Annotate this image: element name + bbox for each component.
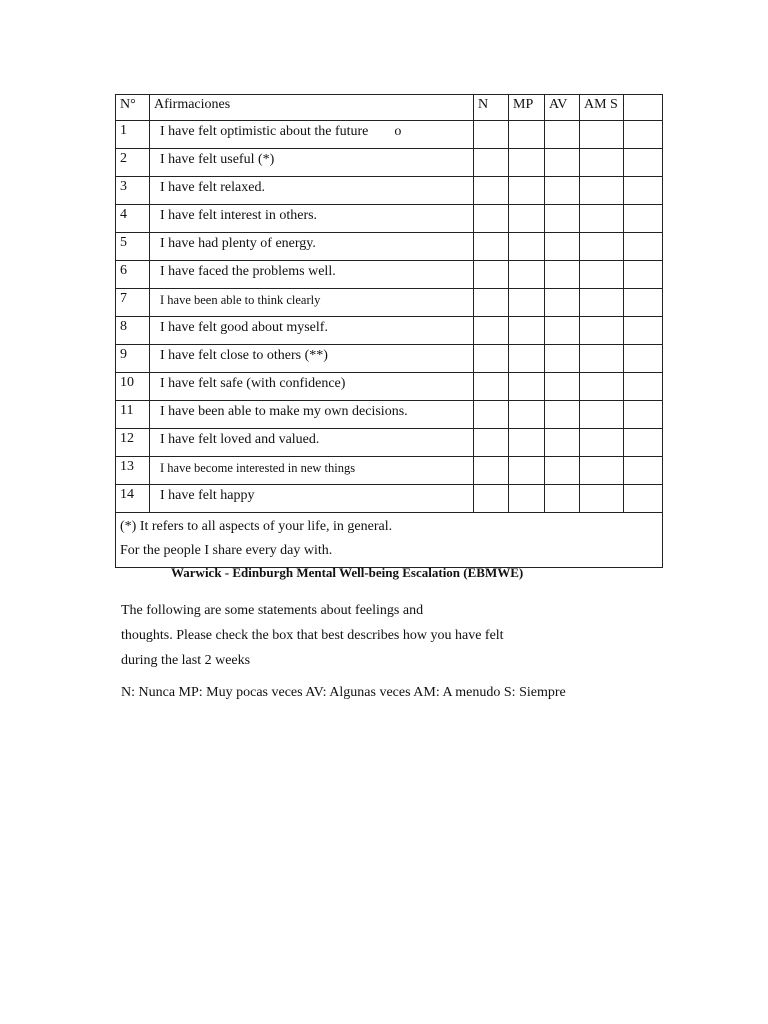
table-row (116, 373, 663, 401)
answer-box-n[interactable] (474, 149, 509, 177)
header-av: AV (545, 95, 580, 121)
table-row (116, 345, 663, 373)
footnote-cell (116, 513, 663, 568)
row-statement: I have been able to think clearly (150, 289, 474, 317)
answer-box-av[interactable] (545, 205, 580, 233)
answer-box-s[interactable] (624, 205, 663, 233)
answer-box-mp[interactable] (509, 345, 545, 373)
row-number: 7 (116, 289, 150, 317)
answer-box-mp[interactable] (509, 317, 545, 345)
row-number: 5 (116, 233, 150, 261)
answer-box-am[interactable] (580, 457, 624, 485)
answer-box-am[interactable] (580, 177, 624, 205)
footnote-line-2: For the people I share every day with. (120, 543, 333, 558)
answer-box-s[interactable] (624, 345, 663, 373)
answer-box-av[interactable] (545, 457, 580, 485)
answer-box-am[interactable] (580, 205, 624, 233)
row-number: 1 (116, 121, 150, 149)
answer-box-mp[interactable] (509, 261, 545, 289)
instructions-line-2: thoughts. Please check the box that best describes how you have felt (121, 628, 504, 643)
answer-box-am[interactable] (580, 485, 624, 513)
answer-box-av[interactable] (545, 401, 580, 429)
instructions (121, 598, 504, 673)
answer-box-am[interactable] (580, 121, 624, 149)
answer-box-av[interactable] (545, 485, 580, 513)
row-statement: I have felt good about myself. (150, 317, 474, 345)
answer-box-mp[interactable] (509, 373, 545, 401)
answer-box-s[interactable] (624, 177, 663, 205)
answer-box-n[interactable] (474, 457, 509, 485)
table-row (116, 205, 663, 233)
answer-box-av[interactable] (545, 177, 580, 205)
answer-box-n[interactable] (474, 289, 509, 317)
answer-box-av[interactable] (545, 121, 580, 149)
answer-box-s[interactable] (624, 121, 663, 149)
row-statement: I have felt close to others (**) (150, 345, 474, 373)
table-row (116, 149, 663, 177)
answer-box-am[interactable] (580, 317, 624, 345)
row-number: 4 (116, 205, 150, 233)
row-number: 6 (116, 261, 150, 289)
header-statements: Afirmaciones (150, 95, 474, 121)
answer-box-s[interactable] (624, 373, 663, 401)
header-n: N (474, 95, 509, 121)
answer-box-mp[interactable] (509, 485, 545, 513)
answer-box-av[interactable] (545, 373, 580, 401)
table-row (116, 177, 663, 205)
answer-box-n[interactable] (474, 429, 509, 457)
answer-box-av[interactable] (545, 149, 580, 177)
answer-box-n[interactable] (474, 345, 509, 373)
table-row (116, 317, 663, 345)
answer-box-am[interactable] (580, 149, 624, 177)
answer-box-n[interactable] (474, 261, 509, 289)
row-statement: I have felt interest in others. (150, 205, 474, 233)
table-row (116, 401, 663, 429)
answer-box-s[interactable] (624, 457, 663, 485)
answer-box-mp[interactable] (509, 149, 545, 177)
table-row (116, 121, 663, 149)
answer-box-av[interactable] (545, 289, 580, 317)
row-statement: I have felt useful (*) (150, 149, 474, 177)
row-number: 2 (116, 149, 150, 177)
header-number: N° (116, 95, 150, 121)
footnote-row (116, 513, 663, 568)
row-statement: I have been able to make my own decisions. (150, 401, 474, 429)
row-statement: I have felt loved and valued. (150, 429, 474, 457)
answer-box-n[interactable] (474, 121, 509, 149)
answer-box-mp[interactable] (509, 401, 545, 429)
answer-box-av[interactable] (545, 345, 580, 373)
answer-box-am[interactable] (580, 401, 624, 429)
answer-box-n[interactable] (474, 373, 509, 401)
row-number: 14 (116, 485, 150, 513)
answer-box-mp[interactable] (509, 457, 545, 485)
answer-box-n[interactable] (474, 205, 509, 233)
row-statement (150, 121, 474, 149)
answer-box-mp[interactable] (509, 121, 545, 149)
answer-box-am[interactable] (580, 345, 624, 373)
row-statement: I have faced the problems well. (150, 261, 474, 289)
answer-box-am[interactable] (580, 261, 624, 289)
row-statement: I have become interested in new things (150, 457, 474, 485)
instructions-line-1: The following are some statements about feelings and (121, 603, 424, 618)
statement-text: I have felt optimistic about the future (160, 124, 369, 139)
answer-box-mp[interactable] (509, 233, 545, 261)
answer-box-mp[interactable] (509, 289, 545, 317)
answer-box-s[interactable] (624, 485, 663, 513)
answer-box-av[interactable] (545, 233, 580, 261)
header-am-s: AM S (580, 95, 624, 121)
answer-box-s[interactable] (624, 429, 663, 457)
header-mp: MP (509, 95, 545, 121)
answer-box-n[interactable] (474, 485, 509, 513)
answer-box-s[interactable] (624, 289, 663, 317)
answer-box-mp[interactable] (509, 429, 545, 457)
table-row (116, 233, 663, 261)
table-row (116, 289, 663, 317)
answer-box-s[interactable] (624, 261, 663, 289)
answer-box-s[interactable] (624, 401, 663, 429)
row-number: 3 (116, 177, 150, 205)
answer-box-n[interactable] (474, 177, 509, 205)
table-row (116, 485, 663, 513)
answer-box-av[interactable] (545, 429, 580, 457)
row-number: 9 (116, 345, 150, 373)
response-legend: N: Nunca MP: Muy pocas veces AV: Algunas veces AM: A menudo S: Siempre (121, 685, 566, 700)
answer-box-n[interactable] (474, 233, 509, 261)
row-number: 12 (116, 429, 150, 457)
answer-box-am[interactable] (580, 373, 624, 401)
answer-box-n[interactable] (474, 317, 509, 345)
header-extra (624, 95, 663, 121)
answer-box-s[interactable] (624, 233, 663, 261)
answer-box-am[interactable] (580, 429, 624, 457)
row-statement: I have had plenty of energy. (150, 233, 474, 261)
row-number: 13 (116, 457, 150, 485)
answer-box-n[interactable] (474, 401, 509, 429)
answer-box-s[interactable] (624, 317, 663, 345)
row-statement: I have felt safe (with confidence) (150, 373, 474, 401)
wellbeing-survey-table (115, 94, 663, 568)
row-number: 10 (116, 373, 150, 401)
footnote-line-1: (*) It refers to all aspects of your life, in general. (120, 519, 393, 534)
answer-box-s[interactable] (624, 149, 663, 177)
row-number: 8 (116, 317, 150, 345)
row-statement: I have felt relaxed. (150, 177, 474, 205)
table-header-row (116, 95, 663, 121)
table-row (116, 261, 663, 289)
statement-marker: o (394, 124, 402, 139)
answer-box-am[interactable] (580, 233, 624, 261)
answer-box-am[interactable] (580, 289, 624, 317)
table-row (116, 457, 663, 485)
answer-box-av[interactable] (545, 261, 580, 289)
row-number: 11 (116, 401, 150, 429)
scale-title: Warwick - Edinburgh Mental Well-being Escalation (EBMWE) (171, 565, 524, 580)
answer-box-mp[interactable] (509, 177, 545, 205)
answer-box-mp[interactable] (509, 205, 545, 233)
instructions-line-3: during the last 2 weeks (121, 653, 251, 668)
row-statement: I have felt happy (150, 485, 474, 513)
answer-box-av[interactable] (545, 317, 580, 345)
table-row (116, 429, 663, 457)
